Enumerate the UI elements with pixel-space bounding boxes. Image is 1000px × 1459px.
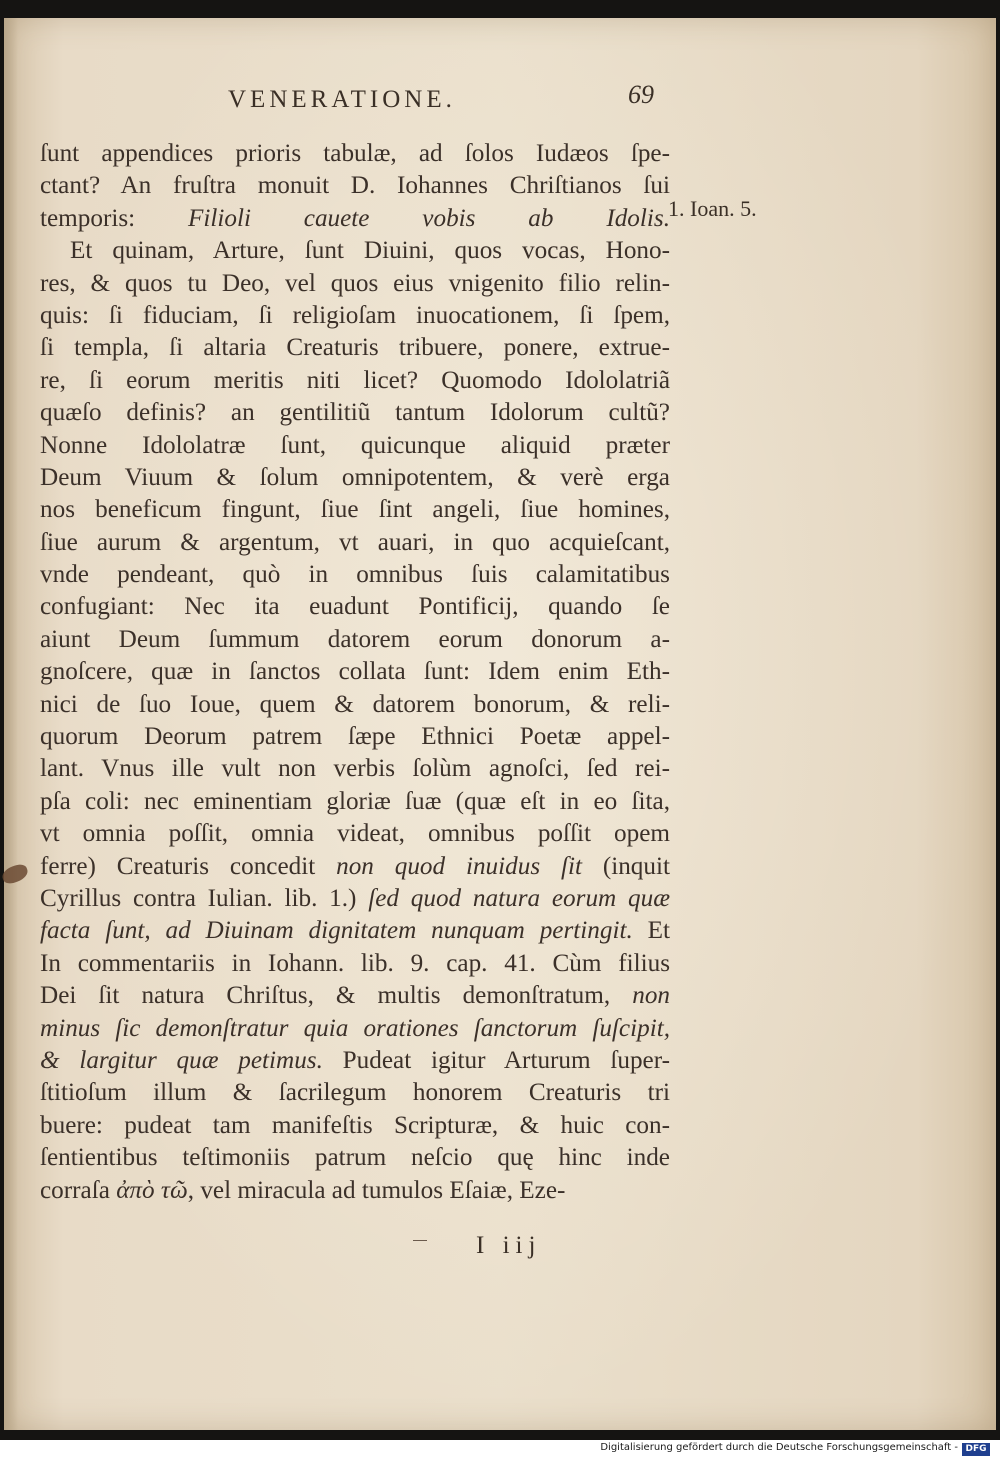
text-line-tail: Et [632, 917, 670, 945]
text-line [40, 851, 670, 883]
text-line-roman: lant. Vnus ille vult non verbis ſolùm agnoſci, ſed rei- [40, 755, 670, 783]
text-line-roman: vnde pendeant, quò in omnibus ſuis calamitatibus [40, 561, 670, 589]
text-line-roman: ſi templa, ſi altaria Creaturis tribuere, ponere, extrue- [40, 334, 670, 362]
text-line [40, 689, 670, 721]
text-line-roman: Dei ſit natura Chriſtus, & multis demonſtratum, [40, 982, 633, 1010]
text-line [40, 203, 670, 235]
text-line-roman: nos beneficum fingunt, ſiue ſint angeli, ſiue homines, [40, 496, 670, 524]
text-line [40, 1013, 670, 1045]
text-line-italic: ſed quod natura eorum quæ [368, 884, 670, 912]
text-line-roman: quorum Deorum patrem ſæpe Ethnici Poetæ appel- [40, 723, 670, 751]
dfg-logo-icon: DFG [962, 1443, 990, 1456]
text-line-roman: ctant? An fruſtra monuit D. Iohannes Chriſtianos ſui [40, 172, 670, 200]
text-line [40, 980, 670, 1012]
marginal-note: 1. Ioan. 5. [668, 196, 757, 221]
text-line [40, 753, 670, 785]
text-line-italic: & largitur quæ petimus. [40, 1046, 323, 1074]
text-line [40, 1077, 670, 1109]
text-line [40, 170, 670, 202]
text-line-roman: gnoſcere, quæ in ſanctos collata ſunt: Idem enim Eth- [40, 658, 670, 686]
text-line-italic: non [632, 982, 670, 1010]
text-line-roman: In commentariis in Iohann. lib. 9. cap. 41. Cùm filius [40, 949, 670, 977]
text-line [40, 527, 670, 559]
text-line [40, 1110, 670, 1142]
text-line-tail: , vel miracula ad tumulos Eſaiæ, Eze- [187, 1176, 566, 1204]
page-number: 69 [628, 80, 654, 109]
text-line-italic: facta ſunt, ad Diuinam dignitatem nunquam pertingit. [40, 917, 633, 945]
text-line [40, 883, 670, 915]
text-line [40, 462, 670, 494]
text-line [40, 365, 670, 397]
text-line-roman: aiunt Deum ſummum datorem eorum donorum a- [40, 625, 670, 653]
text-line [40, 786, 670, 818]
text-line [40, 948, 670, 980]
text-line [40, 430, 670, 462]
text-line-roman: Et quinam, Arture, ſunt Diuini, quos vocas, Hono- [70, 237, 670, 265]
text-line-roman: ſunt appendices prioris tabulæ, ad ſolos Iudæos ſpe- [40, 140, 670, 167]
signature-mark: I iij [476, 1232, 542, 1259]
text-line [40, 1142, 670, 1174]
running-head: VENERATIONE. [228, 86, 456, 113]
text-line [40, 494, 670, 526]
text-line-roman: nici de ſuo Ioue, quem & datorem bonorum, & reli- [40, 690, 670, 718]
text-line-roman: res, & quos tu Deo, vel quos eius vnigenito filio relin- [40, 269, 670, 297]
text-line-roman: Nonne Idololatræ ſunt, quicunque aliquid præter [40, 431, 670, 459]
text-line-roman: re, ſi eorum meritis niti licet? Quomodo Idololatriã [40, 366, 670, 394]
text-line-roman: ſtitioſum illum & ſacrilegum honorem Creaturis tri [40, 1079, 670, 1107]
text-line-italic: ἀπὸ τῶ [116, 1176, 188, 1204]
text-line-roman: Cyrillus contra Iulian. lib. 1.) [40, 884, 369, 912]
text-line [40, 332, 670, 364]
text-line-roman: corraſa [40, 1176, 117, 1204]
signature-dash [413, 1240, 427, 1241]
text-line-roman: pſa coli: nec eminentiam gloriæ ſuæ (quæ eſt in eo ſita, [40, 787, 670, 815]
text-line-roman: ſiue aurum & argentum, vt auari, in quo acquieſcant, [40, 528, 670, 556]
text-line [40, 915, 670, 947]
text-line-roman: ferre) Creaturis concedit [40, 852, 337, 880]
text-line [40, 656, 670, 688]
text-line [40, 1045, 670, 1077]
text-line [40, 591, 670, 623]
page-gutter-shadow [4, 18, 18, 1430]
text-line-roman: confugiant: Nec ita euadunt Pontificij, quando ſe [40, 593, 670, 621]
text-line [40, 1175, 670, 1207]
text-line [40, 818, 670, 850]
text-line-tail: Pudeat igitur Arturum ſuper- [322, 1046, 670, 1074]
text-line-roman: buere: pudeat tam manifeſtis Scripturæ, & huic con- [40, 1111, 670, 1139]
text-line-roman: vt omnia poſſit, omnia videat, omnibus poſſit opem [40, 820, 670, 848]
text-line [40, 721, 670, 753]
text-line [40, 397, 670, 429]
text-line-italic: Filioli cauete vobis ab Idolis. [187, 204, 670, 232]
text-line-italic: minus ſic demonſtratur quia orationes ſanctorum ſuſcipit, [40, 1014, 670, 1042]
footer-credit: Digitalisierung gefördert durch die Deutsche Forschungsgemeinschaft - [600, 1442, 958, 1453]
text-line-roman: temporis: [40, 204, 188, 232]
text-line-roman: quæſo definis? an gentilitiũ tantum Idolorum cultũ? [40, 399, 670, 427]
text-line [40, 624, 670, 656]
text-line [40, 235, 670, 267]
text-line-roman: ſentientibus teſtimoniis patrum neſcio quę hinc inde [40, 1144, 670, 1172]
text-line-roman: Deum Viuum & ſolum omnipotentem, & verè erga [40, 463, 670, 491]
body-text [40, 138, 670, 1207]
text-line [40, 559, 670, 591]
text-line-roman: quis: ſi fiduciam, ſi religioſam inuocationem, ſi ſpem, [40, 301, 670, 329]
text-line-italic: non quod inuidus ſit [336, 852, 582, 880]
text-line [40, 268, 670, 300]
text-line [40, 300, 670, 332]
text-line-tail: (inquit [581, 852, 670, 880]
text-line [40, 138, 670, 170]
